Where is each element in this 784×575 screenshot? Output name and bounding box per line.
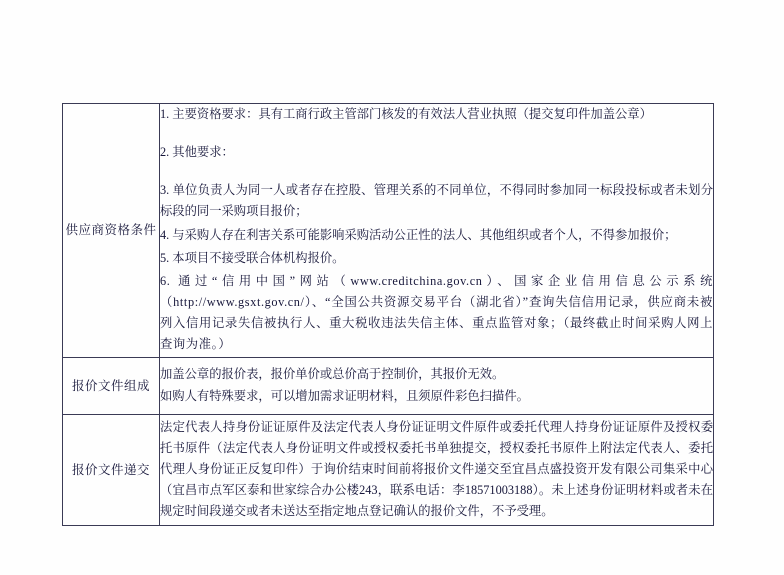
table-row	[63, 358, 714, 415]
table-row	[63, 104, 714, 358]
row-content-bid-document-submission	[160, 415, 714, 526]
composition-item-1: 加盖公章的报价表，报价单价或总价高于控制价，其报价无效。	[160, 366, 505, 381]
row-label-bid-document-submission: 报价文件递交	[63, 415, 160, 526]
qualification-item-5: 5. 本项目不接受联合体机构报价。	[160, 250, 345, 265]
qualification-item-6: 6. 通过“信用中国”网站（www.creditchina.gov.cn）、国家企业信用信息公示系统（http://www.gsxt.gov.cn/）、“全国公共资源交易平台（湖北省）”查询失信信用记录，供应商未被列入信用记录失信被执行人、重大税收违法失信主体、重点监管对象；（最终截止时间采购人网上查询为准。）	[160, 273, 713, 352]
submission-item-1: 法定代表人持身份证证原件及法定代表人身份证证明文件原件或委托代理人持身份证证原件及授权委托书原件（法定代表人身份证明文件或授权委托书单独提交，授权委托书原件上附法定代表人、委托代理人身份证正反复印件）于询价结束时间前将报价文件递交至宜昌点盛投资开发有限公司集采中心（宜昌市点军区泰和世家综合办公楼243，联系电话：李18571003188）。未上述身份证明材料或者未在规定时间段递交或者未送达至指定地点登记确认的报价文件，不予受理。	[160, 419, 713, 519]
table-row	[63, 415, 714, 526]
requirements-table	[62, 103, 714, 526]
qualification-item-2: 2. 其他要求：	[160, 145, 234, 160]
qualification-item-4: 4. 与采购人存在利害关系可能影响采购活动公正性的法人、其他组织或者个人，不得参加报价；	[160, 227, 677, 242]
qualification-item-3: 3. 单位负责人为同一人或者存在控股、管理关系的不同单位，不得同时参加同一标段投标或者未划分标段的同一采购项目报价；	[160, 183, 713, 219]
composition-item-2: 如购人有特殊要求，可以增加需求证明材料，且须原件彩色扫描件。	[160, 389, 529, 404]
row-label-supplier-qualification: 供应商资格条件	[63, 104, 160, 358]
row-label-bid-document-composition: 报价文件组成	[63, 358, 160, 415]
qualification-item-1: 1. 主要资格要求：具有工商行政主管部门核发的有效法人营业执照（提交复印件加盖公章）	[160, 107, 652, 121]
row-content-bid-document-composition	[160, 358, 714, 415]
row-content-supplier-qualification	[160, 104, 714, 358]
